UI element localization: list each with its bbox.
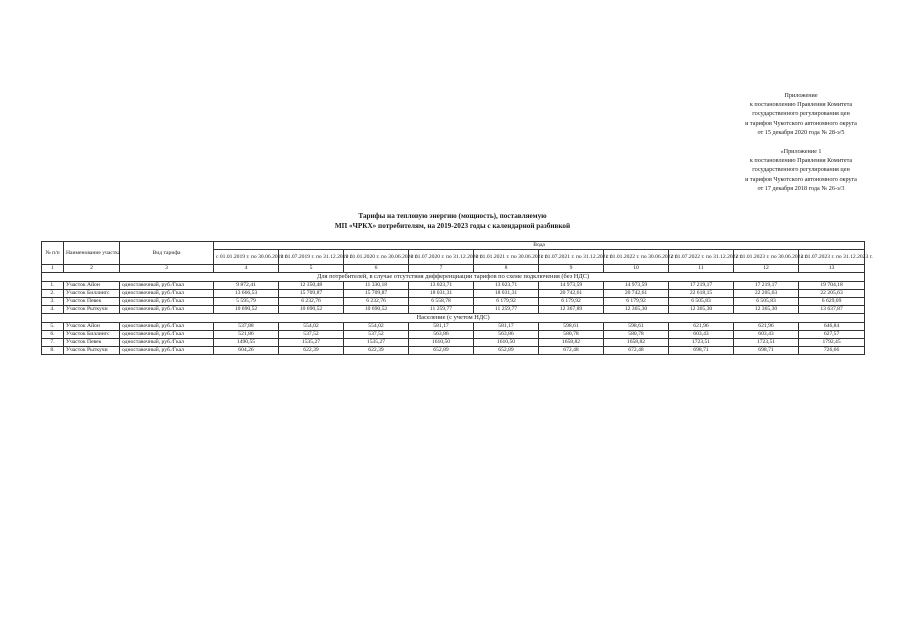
row-tariff-type: одноставочный, руб./Гкал: [120, 282, 214, 290]
tariff-value: 11 259,77: [409, 306, 474, 314]
column-number: 12: [734, 265, 799, 273]
tariff-value: 652,89: [409, 347, 474, 355]
header-num: № п/п: [42, 242, 64, 265]
row-number: 4.: [42, 306, 64, 314]
header-period: с 01.07.2022 г. по 31.12.2022 г.: [669, 250, 734, 265]
tariff-value: 18 031,31: [409, 290, 474, 298]
table-row: [42, 339, 865, 347]
tariff-value: 1610,50: [474, 339, 539, 347]
row-site-name: Участок Биллингс: [64, 290, 120, 298]
tariff-value: 10 690,52: [214, 306, 279, 314]
column-number: 7: [409, 265, 474, 273]
table-row: [42, 306, 865, 314]
table-row: [42, 331, 865, 339]
tariff-value: 627,57: [799, 331, 865, 339]
tariff-value: 5 595,79: [214, 298, 279, 306]
tariff-value: 6 179,92: [474, 298, 539, 306]
tariff-value: 672,48: [604, 347, 669, 355]
tariff-value: 622,39: [279, 347, 344, 355]
document-title: [0, 212, 905, 231]
tariff-value: 698,71: [734, 347, 799, 355]
tariff-value: 17 219,17: [669, 282, 734, 290]
tariff-value: 13 666,53: [214, 290, 279, 298]
row-tariff-type: одноставочный, руб./Гкал: [120, 290, 214, 298]
tariff-value: 12 365,30: [604, 306, 669, 314]
tariff-value: 603,43: [669, 331, 734, 339]
row-tariff-type: одноставочный, руб./Гкал: [120, 331, 214, 339]
appendix-line: от 15 декабря 2020 года № 28-э/5: [757, 128, 845, 136]
column-number: 6: [344, 265, 409, 273]
appendix-line: государственного регулирования цен: [752, 110, 850, 118]
header-period: с 01.07.2020 г. по 31.12.2020 г.: [409, 250, 474, 265]
tariff-value: 15 709,87: [279, 290, 344, 298]
table-row: [42, 323, 865, 331]
header-period: с 01.01.2020 г. по 30.06.2020 г.: [344, 250, 409, 265]
header-tariff-type: Вид тарифа: [120, 242, 214, 265]
tariff-value: 1792,45: [799, 339, 865, 347]
column-number: 1: [42, 265, 64, 273]
tariff-value: 12 367,89: [539, 306, 604, 314]
appendix-line: к постановлению Правления Комитета: [749, 101, 853, 109]
row-site-name: Участок Певек: [64, 339, 120, 347]
tariff-value: 18 031,31: [474, 290, 539, 298]
tariff-value: 726,66: [799, 347, 865, 355]
row-tariff-type: одноставочный, руб./Гкал: [120, 339, 214, 347]
tariff-value: 1535,27: [279, 339, 344, 347]
tariff-value: 563,86: [474, 331, 539, 339]
tariff-value: 698,71: [669, 347, 734, 355]
tariff-value: 652,89: [474, 347, 539, 355]
appendix-line: и тарифов Чукотского автономного округа: [745, 119, 857, 127]
tariff-value: 621,96: [669, 323, 734, 331]
title-line-1: Тарифы на тепловую энергию (мощность), поставляемую: [358, 212, 547, 220]
appendix-line: Приложение: [784, 92, 818, 99]
tariff-value: 14 973,59: [539, 282, 604, 290]
row-site-name: Участок Рыткучи: [64, 347, 120, 355]
tariff-value: 537,52: [344, 331, 409, 339]
table-row: [42, 347, 865, 355]
tariff-value: 9 872,41: [214, 282, 279, 290]
row-number: 6.: [42, 331, 64, 339]
header-period: с 01.07.2021 г. по 31.12.2021 г.: [539, 250, 604, 265]
tariff-value: 12 365,30: [734, 306, 799, 314]
tariff-value: 13 023,71: [474, 282, 539, 290]
section-heading: Для потребителей, в случае отсутствия дифференциации тарифов по схеме подключения (без НДС): [42, 273, 865, 282]
row-tariff-type: одноставочный, руб./Гкал: [120, 306, 214, 314]
row-number: 8.: [42, 347, 64, 355]
tariff-table: [41, 241, 873, 355]
appendix-line: и тарифов Чукотского автономного округа: [745, 175, 857, 183]
tariff-value: 10 690,52: [344, 306, 409, 314]
row-number: 3.: [42, 298, 64, 306]
tariff-value: 6 505,83: [669, 298, 734, 306]
title-line-2: МП «ЧРКХ» потребителям, на 2019-2023 годы с календарной разбивкой: [334, 221, 571, 230]
header-period: с 01.07.2019 г. по 31.12.2019 г.: [279, 250, 344, 265]
row-number: 1.: [42, 282, 64, 290]
row-tariff-type: одноставочный, руб./Гкал: [120, 347, 214, 355]
tariff-value: 20 742,61: [539, 290, 604, 298]
tariff-value: 20 742,61: [604, 290, 669, 298]
row-tariff-type: одноставочный, руб./Гкал: [120, 323, 214, 331]
row-number: 2.: [42, 290, 64, 298]
tariff-value: 598,61: [604, 323, 669, 331]
column-number: 3: [120, 265, 214, 273]
tariff-value: 580,78: [604, 331, 669, 339]
tariff-value: 581,17: [474, 323, 539, 331]
row-site-name: Участок Певек: [64, 298, 120, 306]
row-site-name: Участок Рыткучи: [64, 306, 120, 314]
tariff-value: 621,96: [734, 323, 799, 331]
tariff-value: 12 365,30: [669, 306, 734, 314]
row-site-name: Участок Биллингс: [64, 331, 120, 339]
column-number: 2: [64, 265, 120, 273]
appendix-line: к постановлению Правления Комитета: [749, 157, 853, 165]
column-number: 11: [669, 265, 734, 273]
tariff-value: 13 023,71: [409, 282, 474, 290]
row-number: 5.: [42, 323, 64, 331]
tariff-value: 1658,82: [604, 339, 669, 347]
column-number: 9: [539, 265, 604, 273]
header-period: с 01.01.2021 г. по 30.06.2021 г.: [474, 250, 539, 265]
column-number: 5: [279, 265, 344, 273]
section-heading: Население (с учетом НДС): [42, 314, 865, 323]
tariff-value: 6 558,78: [409, 298, 474, 306]
table-row: [42, 290, 865, 298]
tariff-value: 537,88: [214, 323, 279, 331]
appendix-line: «Приложение 1: [780, 148, 822, 156]
tariff-value: 11 259,77: [474, 306, 539, 314]
header-name: Наименование участка: [64, 242, 120, 265]
tariff-value: 1723,51: [669, 339, 734, 347]
tariff-value: 12 350,48: [279, 282, 344, 290]
tariff-value: 1723,51: [734, 339, 799, 347]
tariff-value: 646,84: [799, 323, 865, 331]
tariff-value: 13 637,87: [799, 306, 865, 314]
tariff-value: 6 629,09: [799, 298, 865, 306]
header-row-1: [42, 242, 865, 250]
header-period: с 01.07.2023 г. по 31.12.2023 г.: [799, 250, 865, 265]
tariff-value: 22 205,63: [734, 290, 799, 298]
tariff-value: 581,17: [409, 323, 474, 331]
tariff-value: 17 219,17: [734, 282, 799, 290]
tariff-value: 19 704,18: [799, 282, 865, 290]
tariff-value: 6 232,76: [279, 298, 344, 306]
row-site-name: Участок Айон: [64, 282, 120, 290]
tariff-value: 6 179,92: [604, 298, 669, 306]
column-number-row: [42, 265, 865, 273]
tariff-value: 603,43: [734, 331, 799, 339]
header-water: Вода: [214, 242, 865, 250]
column-number: 8: [474, 265, 539, 273]
tariff-value: 521,86: [214, 331, 279, 339]
tariff-value: 580,78: [539, 331, 604, 339]
tariff-value: 10 690,52: [279, 306, 344, 314]
header-period: с 01.01.2019 г. по 30.06.2019 г.: [214, 250, 279, 265]
tariff-value: 11 330,18: [344, 282, 409, 290]
table-body: [42, 265, 865, 355]
header-period: с 01.01.2023 г. по 30.06.2023 г.: [734, 250, 799, 265]
tariff-value: 604,26: [214, 347, 279, 355]
tariff-value: 554,02: [279, 323, 344, 331]
column-number: 10: [604, 265, 669, 273]
row-number: 7.: [42, 339, 64, 347]
tariff-value: 6 232,76: [344, 298, 409, 306]
appendix-line: государственного регулирования цен: [752, 166, 850, 174]
tariff-value: 622,39: [344, 347, 409, 355]
table-row: [42, 298, 865, 306]
section-row: [42, 273, 865, 282]
appendix-line: от 17 декабря 2018 года № 26-э/3: [757, 184, 845, 192]
tariff-value: 598,61: [539, 323, 604, 331]
tariff-value: 15 709,87: [344, 290, 409, 298]
tariff-value: 1658,82: [539, 339, 604, 347]
tariff-value: 1490,55: [214, 339, 279, 347]
column-number: 4: [214, 265, 279, 273]
header-period: с 01.01.2022 г. по 30.06.2022 г.: [604, 250, 669, 265]
section-row: [42, 314, 865, 323]
tariff-value: 537,52: [279, 331, 344, 339]
tariff-value: 14 973,59: [604, 282, 669, 290]
tariff-value: 672,48: [539, 347, 604, 355]
tariff-value: 22 618,15: [669, 290, 734, 298]
tariff-value: 554,02: [344, 323, 409, 331]
row-tariff-type: одноставочный, руб./Гкал: [120, 298, 214, 306]
tariff-value: 1535,27: [344, 339, 409, 347]
row-site-name: Участок Айон: [64, 323, 120, 331]
tariff-value: 22 205,63: [799, 290, 865, 298]
tariff-value: 6 505,83: [734, 298, 799, 306]
appendix-header: [716, 91, 886, 193]
table-row: [42, 282, 865, 290]
tariff-value: 563,86: [409, 331, 474, 339]
tariff-value: 6 179,92: [539, 298, 604, 306]
column-number: 13: [799, 265, 865, 273]
appendix-gap: [716, 137, 886, 147]
tariff-value: 1610,50: [409, 339, 474, 347]
